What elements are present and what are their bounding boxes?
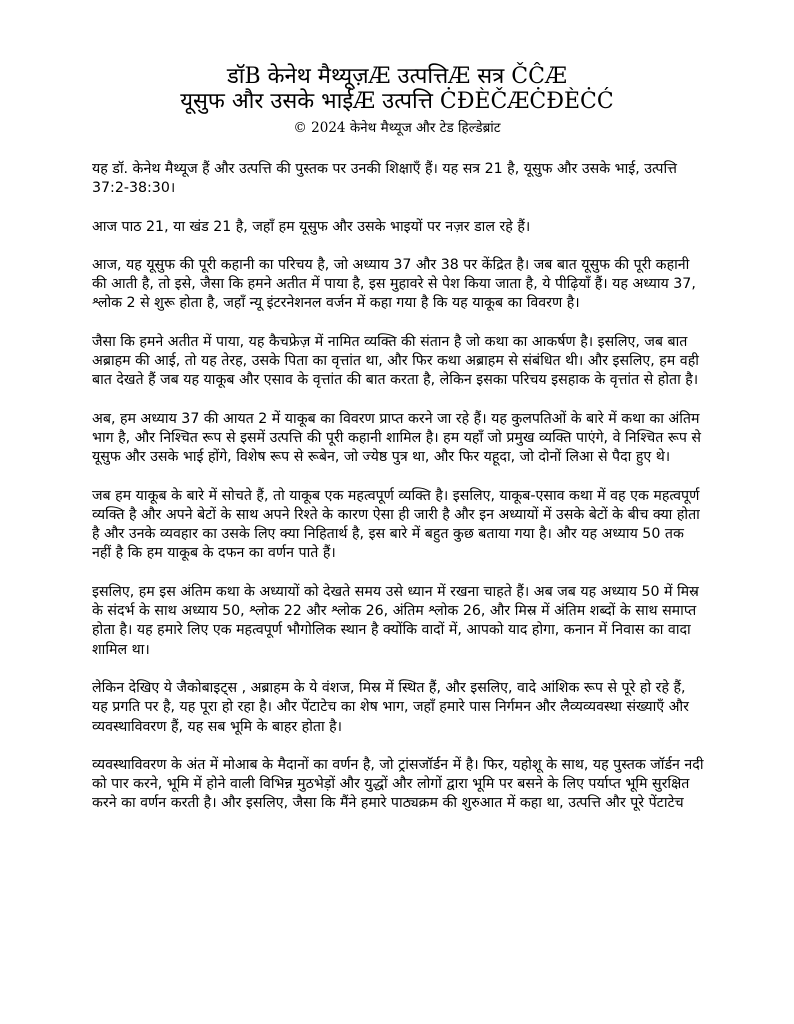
paragraph-3: आज, यह यूसुफ की पूरी कहानी का परिचय है, जो अध्याय 37 और 38 पर केंद्रित है। जब बात यूसुफ की पूरी कहानी की आती है, तो इसे, जैसा कि हमने अतीत में पाया है, इस मुहावरे से पेश किया जाता है, ये पीढ़ियाँ हैं। यह अध्याय 37, श्लोक 2 से शुरू होता है, जहाँ न्यू इंटरनेशनल वर्जन में कहा गया है कि यह याकूब का विवरण है। bbox=[92, 256, 696, 312]
paragraph-9: व्यवस्थाविवरण के अंत में मोआब के मैदानों का वर्णन है, जो ट्रांसजॉर्डन में है। फिर, यहोशू के साथ, यह पुस्तक जॉर्डन नदी को पार करने, भूमि में होने वाली विभिन्न मुठभेड़ों और युद्धों और लोगों द्वारा भूमि पर बसने के लिए पर्याप्त भूमि सुरक्षित करने का वर्णन करती है। और इसलिए, जैसा कि मैंने हमारे पाठ्यक्रम की शुरुआत में कहा था, उत्पत्ति और पूरे पेंटाटेच bbox=[92, 756, 704, 812]
paragraph-5: अब, हम अध्याय 37 की आयत 2 में याकूब का विवरण प्राप्त करने जा रहे हैं। यह कुलपतिओं के बारे में कथा का अंतिम भाग है, और निश्चित रूप से इसमें उत्पत्ति की पूरी कहानी शामिल है। हम यहाँ जो प्रमुख व्यक्ति पाएंगे, वे निश्चित रूप से यूसुफ और उसके भाई होंगे, विशेष रूप से रूबेन, जो ज्येष्ठ पुत्र था, और फिर यहूदा, जो दोनों लिआ से पैदा हुए थे। bbox=[92, 410, 702, 466]
copyright-notice: © 2024 केनेथ मैथ्यूज और टेड हिल्डेब्रांट bbox=[293, 120, 501, 136]
paragraph-4: जैसा कि हमने अतीत में पाया, यह कैचफ्रेज़ में नामित व्यक्ति की संतान है जो कथा का आकर्षण है। इसलिए, जब बात अब्राहम की आई, तो यह तेरह, उसके पिता का वृत्तांत था, और फिर कथा अब्राहम से संबंधित थी। और इसलिए, हम वही बात देखते हैं जब यह याकूब और एसाव के वृत्तांत की बात करता है, लेकिन इसका परिचय इसहाक के वृत्तांत से होता है। bbox=[92, 333, 699, 389]
paragraph-1: यह डॉ. केनेथ मैथ्यूज हैं और उत्पत्ति की पुस्तक पर उनकी शिक्षाएँ हैं। यह सत्र 21 है, यूसुफ और उसके भाई, उत्पत्ति 37:2-38:30। bbox=[92, 161, 677, 197]
paragraph-7: इसलिए, हम इस अंतिम कथा के अध्यायों को देखते समय उसे ध्यान में रखना चाहते हैं। अब जब यह अध्याय 50 में मिस्र के संदर्भ के साथ अध्याय 50, श्लोक 22 और श्लोक 26, अंतिम श्लोक 26, और मिस्र में अंतिम शब्दों के साथ समाप्त होता है। यह हमारे लिए एक महत्वपूर्ण भौगोलिक स्थान है क्योंकि वादों में, आपको याद होगा, कनान में निवास का वादा शामिल था। bbox=[92, 583, 699, 658]
paragraph-8: लेकिन देखिए ये जैकोबाइट्स , अब्राहम के ये वंशज, मिस्र में स्थित हैं, और इसलिए, वादे आंशिक रूप से पूरे हो रहे हैं, यह प्रगति पर है, यह पूरा हो रहा है। और पेंटाटेच का शेष भाग, जहाँ हमारे पास निर्गमन और लैव्यव्यवस्था संख्याएँ और व्यवस्थाविवरण हैं, यह सब भूमि के बाहर होता है। bbox=[92, 679, 689, 735]
title-line-1: डॉB केनेथ मैथ्यूज़Æ उत्पत्तिÆ सत्र ČĈÆ bbox=[227, 64, 567, 89]
document-body bbox=[92, 160, 704, 833]
paragraph-6: जब हम याकूब के बारे में सोचते हैं, तो याकूब एक महत्वपूर्ण व्यक्ति है। इसलिए, याकूब-एसाव कथा में वह एक महत्वपूर्ण व्यक्ति है और अपने बेटों के साथ अपने रिश्ते के कारण ऐसा ही जारी है और इन अध्यायों में उसके बेटों के बीच क्या होता है और उनके व्यवहार का उसके लिए क्या निहितार्थ है, इस बारे में बहुत कुछ बताया गया है। और यह अध्याय 50 तक नहीं है कि हम याकूब के दफन का वर्णन पाते हैं। bbox=[92, 487, 700, 562]
document-header bbox=[92, 64, 702, 138]
title-line-2: यूसुफ और उसके भाईÆ उत्पत्ति ĊĐÈČÆĊĐÈĊĆ bbox=[180, 89, 614, 114]
paragraph-2: आज पाठ 21, या खंड 21 है, जहाँ हम यूसुफ और उसके भाइयों पर नज़र डाल रहे हैं। bbox=[92, 218, 531, 235]
